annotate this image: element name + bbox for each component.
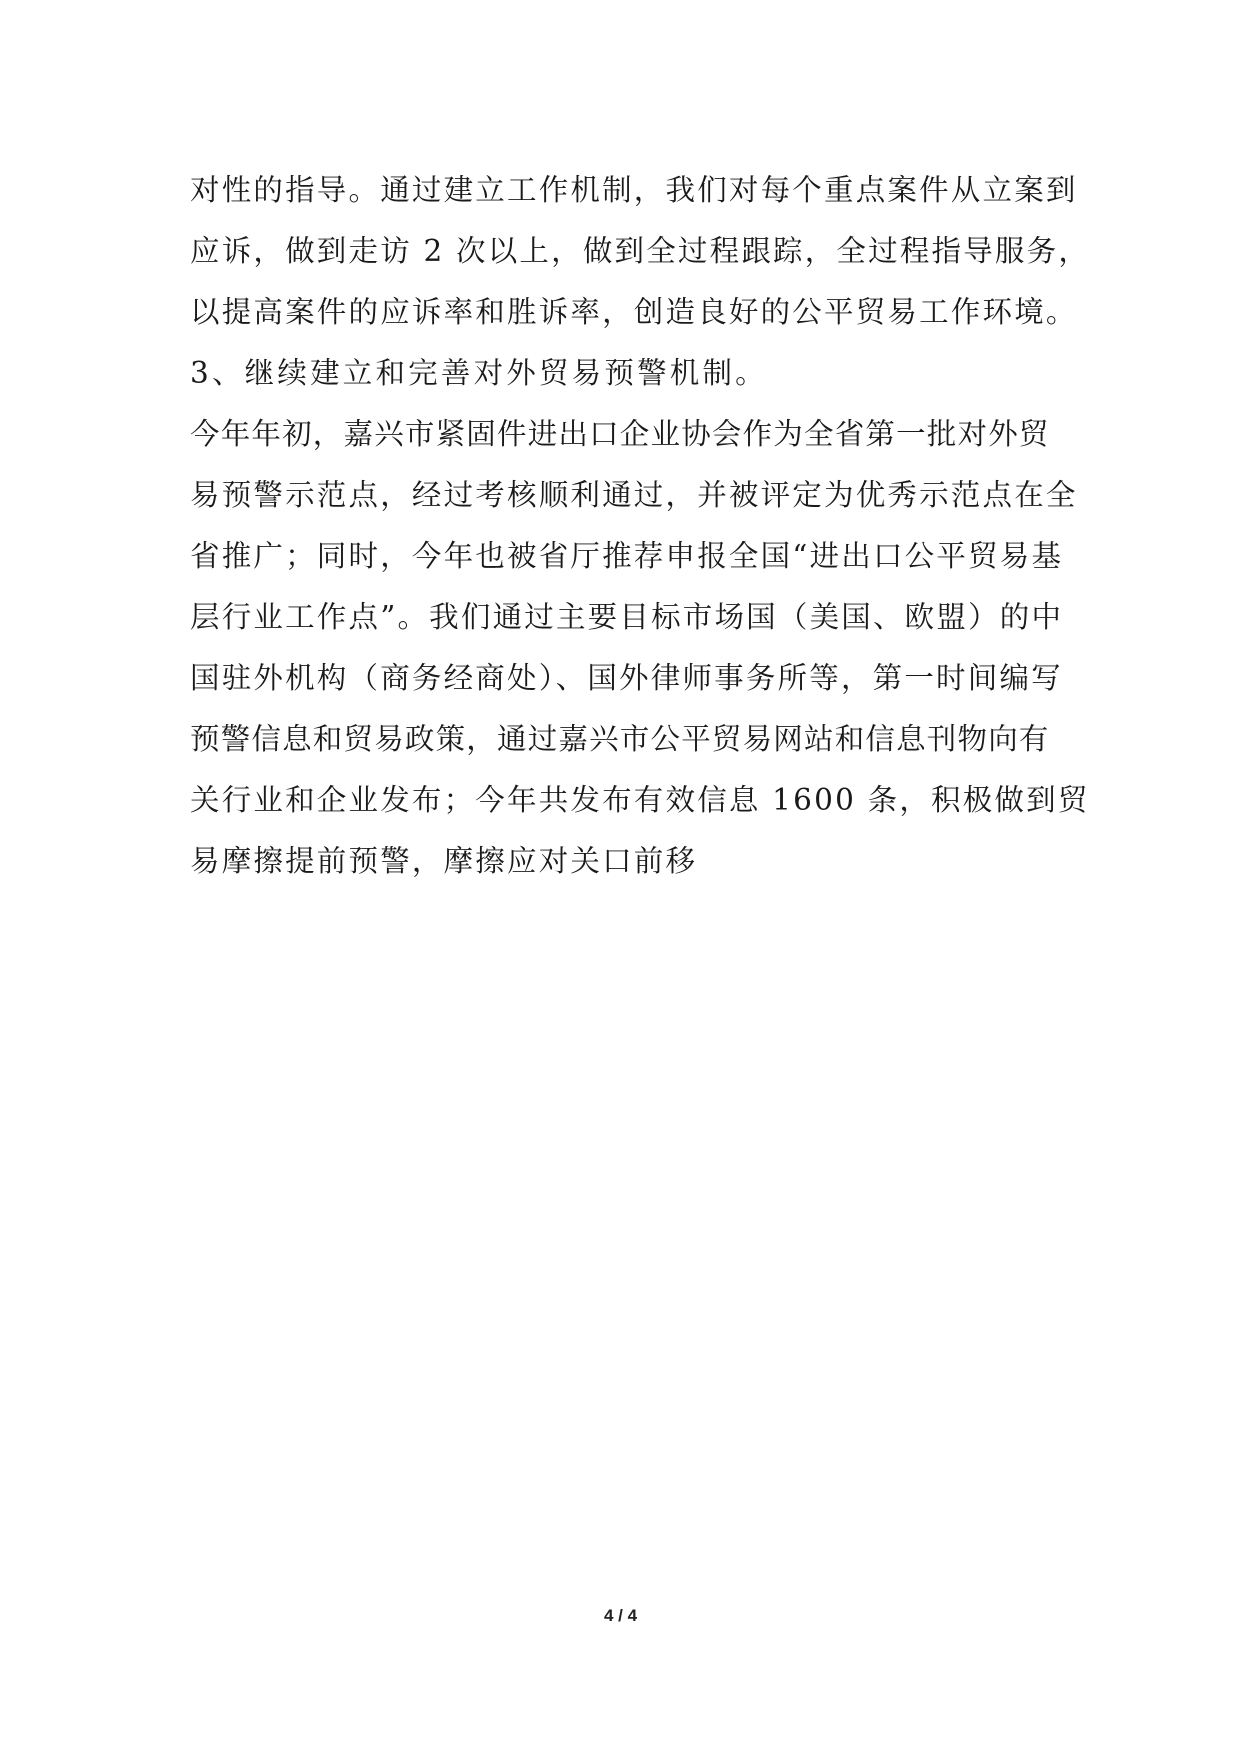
text-line: 易预警示范点，经过考核顺利通过，并被评定为优秀示范点在全 — [190, 478, 1078, 512]
text-line: 应诉，做到走访 2 次以上，做到全过程跟踪，全过程指导服务， — [190, 234, 1091, 268]
section-heading: 3、继续建立和完善对外贸易预警机制。 — [190, 356, 768, 390]
text-line: 关行业和企业发布；今年共发布有效信息 1600 条，积极做到贸 — [190, 783, 1090, 817]
text-line: 易摩擦提前预警，摩擦应对关口前移 — [190, 844, 698, 878]
text-line: 今年年初，嘉兴市紧固件进出口企业协会作为全省第一批对外贸 — [190, 417, 1050, 451]
text-line: 省推广；同时，今年也被省厅推荐申报全国“进出口公平贸易基 — [190, 539, 1064, 573]
body-text — [190, 160, 1091, 892]
text-line: 以提高案件的应诉率和胜诉率，创造良好的公平贸易工作环境。 — [190, 295, 1078, 329]
page-number: 4 / 4 — [603, 1606, 638, 1625]
text-line: 层行业工作点”。我们通过主要目标市场国（美国、欧盟）的中 — [190, 600, 1064, 634]
text-line: 预警信息和贸易政策，通过嘉兴市公平贸易网站和信息刊物向有 — [190, 722, 1050, 756]
text-line: 对性的指导。通过建立工作机制，我们对每个重点案件从立案到 — [190, 173, 1078, 207]
text-line: 国驻外机构（商务经商处）、国外律师事务所等，第一时间编写 — [190, 661, 1063, 695]
